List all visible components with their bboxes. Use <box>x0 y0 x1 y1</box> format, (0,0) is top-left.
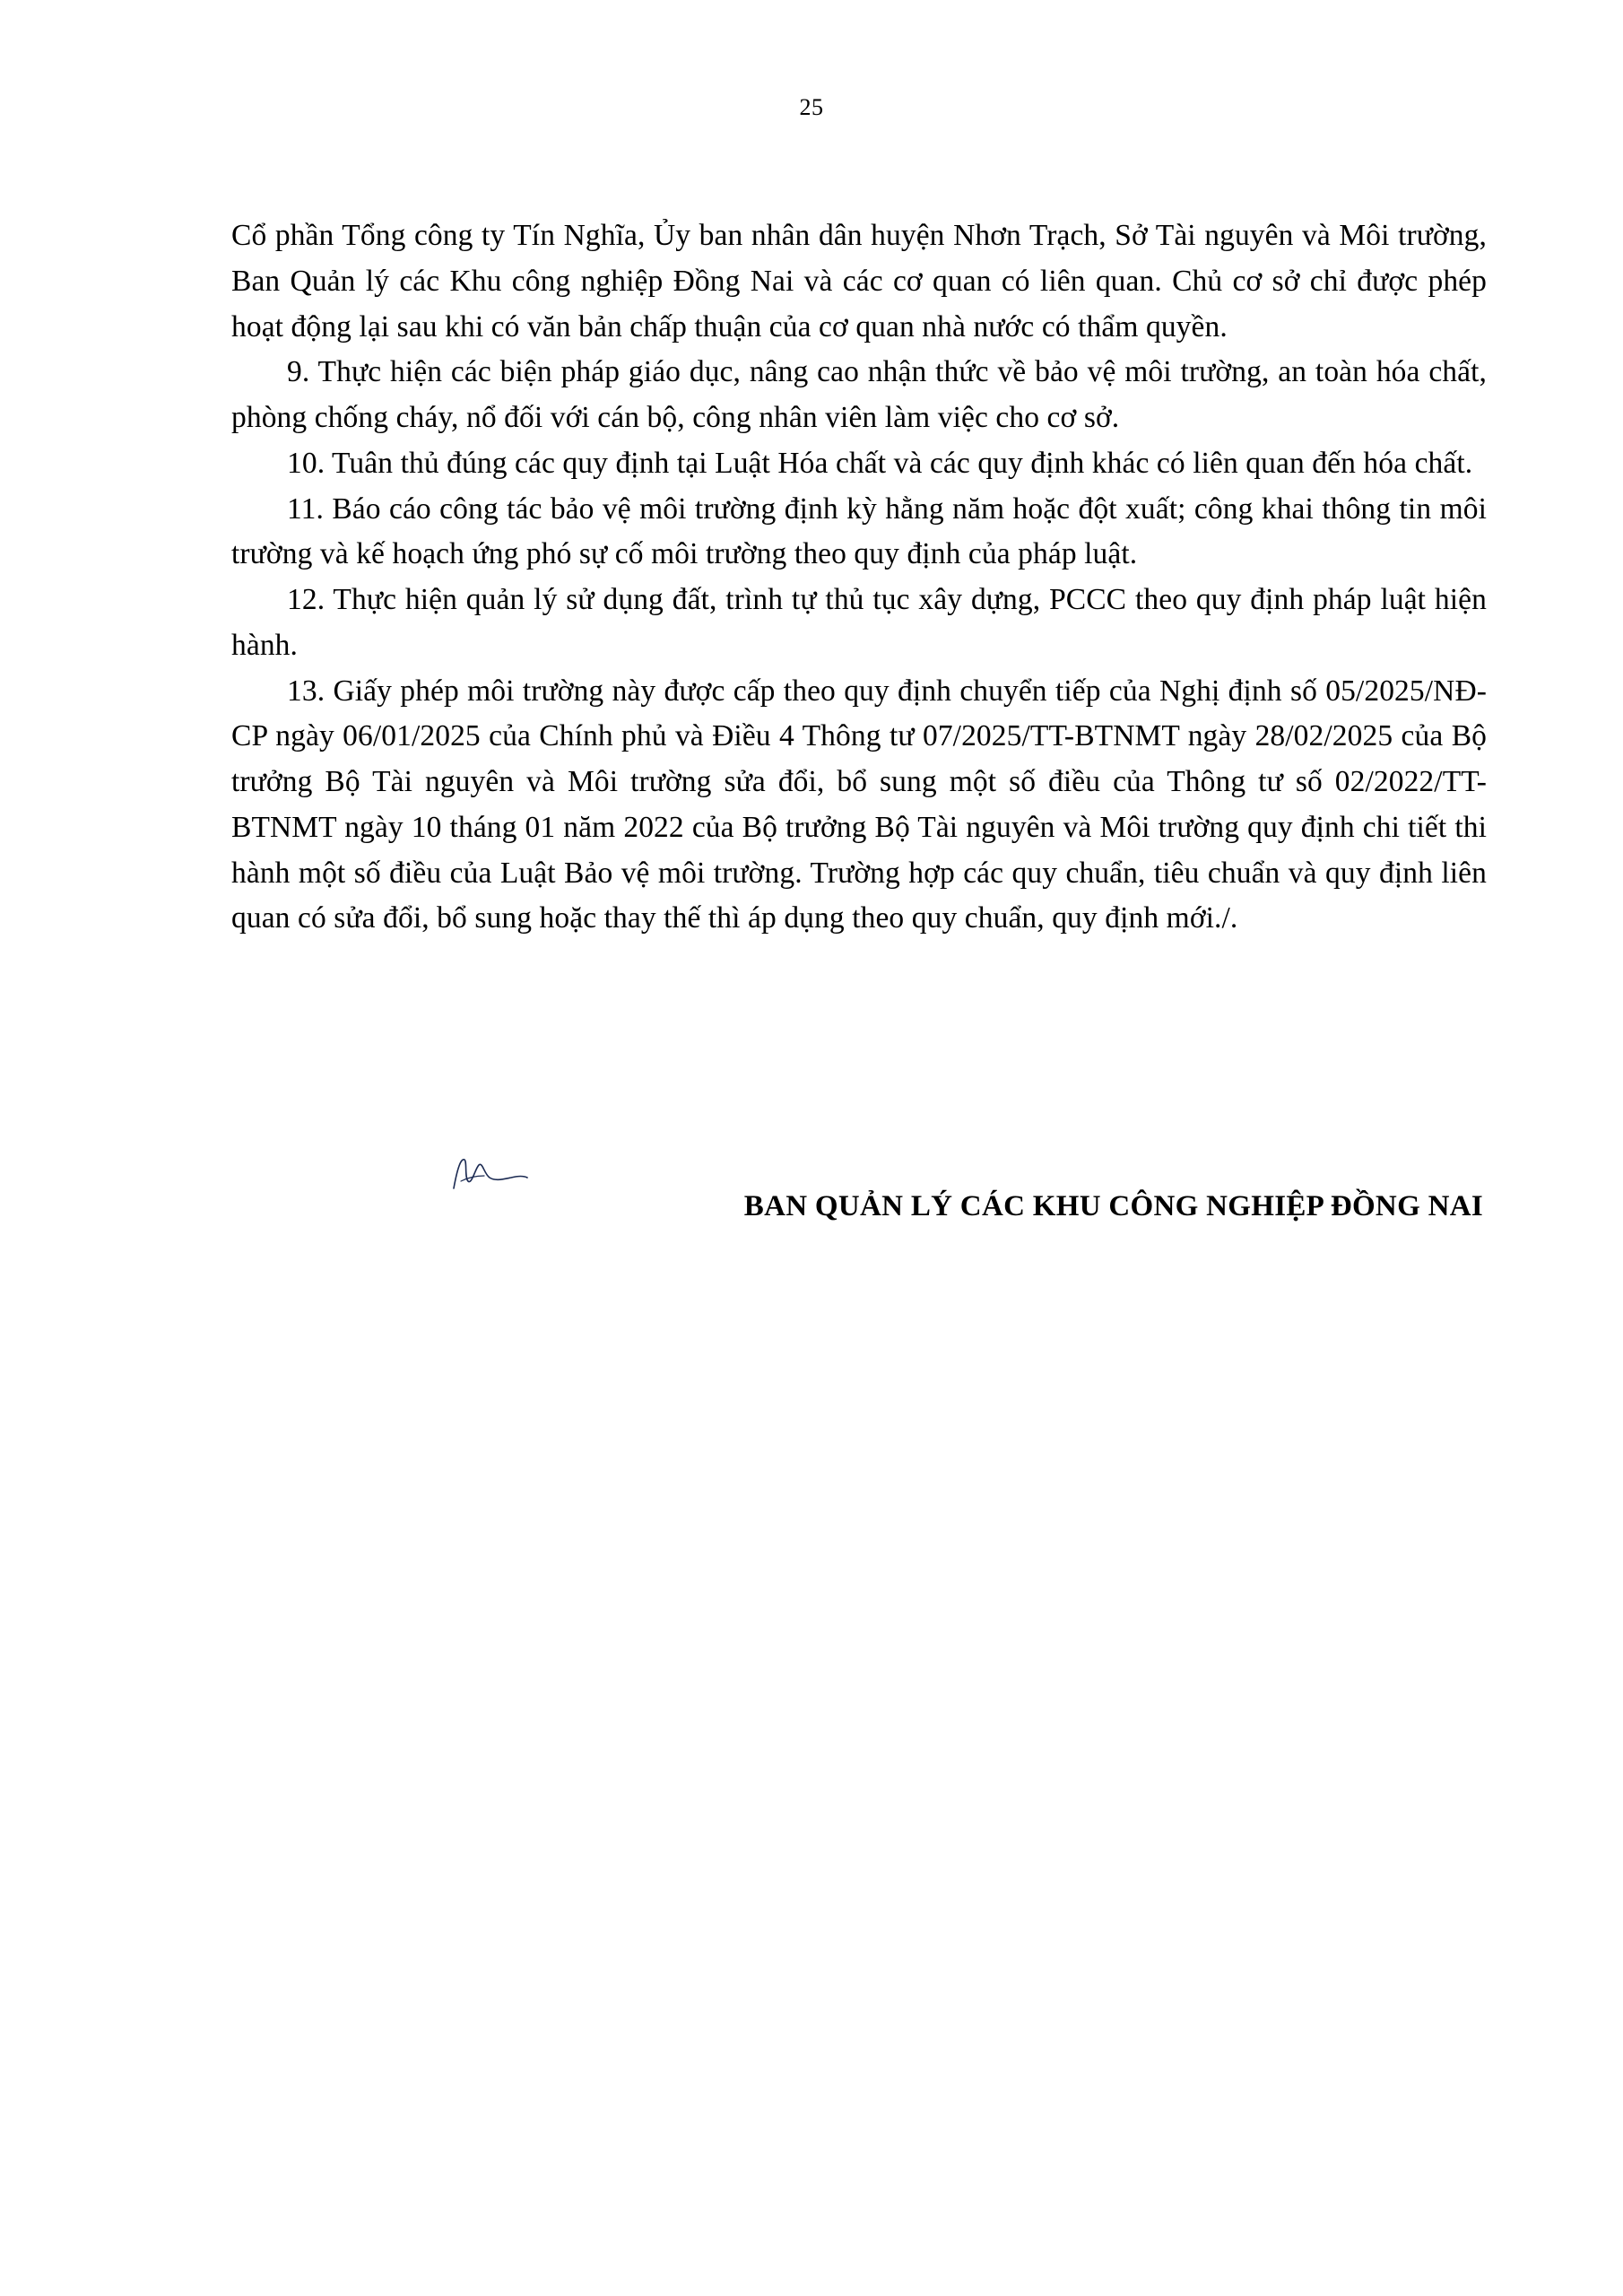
document-body <box>231 213 1487 942</box>
paragraph-item-12: 12. Thực hiện quản lý sử dụng đất, trình tự thủ tục xây dựng, PCCC theo quy định pháp luật hiện hành. <box>231 583 1487 662</box>
paragraph-item-10: 10. Tuân thủ đúng các quy định tại Luật Hóa chất và các quy định khác có liên quan đến hóa chất. <box>287 446 1473 480</box>
issuing-authority-name: BAN QUẢN LÝ CÁC KHU CÔNG NGHIỆP ĐỒNG NAI <box>743 1190 1483 1222</box>
paragraph-item-13: 13. Giấy phép môi trường này được cấp theo quy định chuyển tiếp của Nghị định số 05/2025/NĐ-CP ngày 06/01/2025 của Chính phủ và Điều 4 Thông tư 07/2025/TT-BTNMT ngày 28/02/2025 của Bộ trưởng Bộ Tài nguyên và Môi trường sửa đổi, bổ sung một số điều của Thông tư số 02/2022/TT-BTNMT ngày 10 tháng 01 năm 2022 của Bộ trưởng Bộ Tài nguyên và Môi trường quy định chi tiết thi hành một số điều của Luật Bảo vệ môi trường. Trường hợp các quy chuẩn, tiêu chuẩn và quy định liên quan có sửa đổi, bổ sung hoặc thay thế thì áp dụng theo quy chuẩn, quy định mới./. <box>231 674 1487 935</box>
paragraph-continued-8: Cổ phần Tổng công ty Tín Nghĩa, Ủy ban nhân dân huyện Nhơn Trạch, Sở Tài nguyên và Môi trường, Ban Quản lý các Khu công nghiệp Đồng Nai và các cơ quan có liên quan. Chủ cơ sở chỉ được phép hoạt động lại sau khi có văn bản chấp thuận của cơ quan nhà nước có thẩm quyền. <box>231 219 1487 344</box>
handwritten-signature-icon <box>448 1151 529 1194</box>
signature-block <box>231 1190 1487 1223</box>
paragraph-item-11: 11. Báo cáo công tác bảo vệ môi trường định kỳ hằng năm hoặc đột xuất; công khai thông tin môi trường và kế hoạch ứng phó sự cố môi trường theo quy định của pháp luật. <box>231 491 1487 571</box>
page-number: 25 <box>799 94 824 120</box>
paragraph-item-9: 9. Thực hiện các biện pháp giáo dục, nâng cao nhận thức về bảo vệ môi trường, an toàn hóa chất, phòng chống cháy, nổ đối với cán bộ, công nhân viên làm việc cho cơ sở. <box>231 355 1487 434</box>
